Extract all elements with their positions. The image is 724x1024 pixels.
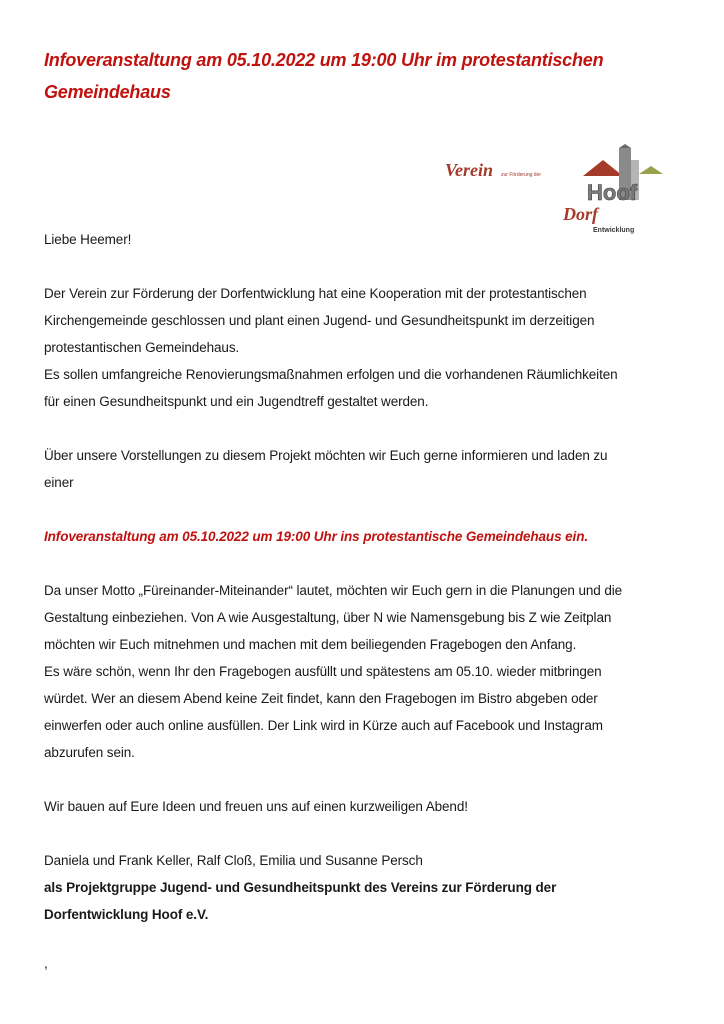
logo-verein-text: Verein [445,160,494,180]
paragraph-1-line-4: Es sollen umfangreiche Renovierungsmaßnahmen erfolgen und die vorhandenen Räumlichkeiten [44,367,618,382]
paragraph-3-line-5: würdet. Wer an diesem Abend keine Zeit findet, kann den Fragebogen im Bistro abgeben oder [44,691,598,706]
paragraph-1-line-5: für einen Gesundheitspunkt und ein Jugendtreff gestaltet werden. [44,394,429,409]
signatories: Daniela und Frank Keller, Ralf Cloß, Emilia und Susanne Persch [44,853,423,868]
paragraph-3-line-1: Da unser Motto „Füreinander-Miteinander“ lautet, möchten wir Euch gern in die Planungen und die [44,583,623,598]
logo-subtitle-text: zur Förderung der [501,172,542,178]
trailing-mark: , [44,956,48,971]
paragraph-3-line-4: Es wäre schön, wenn Ihr den Fragebogen ausfüllt und spätestens am 05.10. wieder mitbringen [44,664,602,679]
paragraph-2-line-2: einer [44,475,74,490]
greeting: Liebe Heemer! [44,232,132,247]
logo-hoof-text: Hoof [587,180,638,205]
logo-dorf-text: Dorf [563,204,598,224]
project-group-line-1: als Projektgruppe Jugend- und Gesundheitspunkt des Vereins zur Förderung der [44,880,557,895]
paragraph-3-line-3: möchten wir Euch mitnehmen und machen mit dem beiliegenden Fragebogen den Anfang. [44,637,577,652]
logo-tower-top [619,144,631,148]
verein-logo [443,144,669,236]
logo-roof-right [639,166,663,174]
paragraph-1-line-3: protestantischen Gemeindehaus. [44,340,240,355]
logo-entwicklung-text: Entwicklung [593,227,635,234]
project-group-line-2: Dorfentwicklung Hoof e.V. [44,907,209,922]
page-title: Infoveranstaltung am 05.10.2022 um 19:00 Uhr im protestantischen Gemeindehaus [44,50,604,102]
paragraph-3-line-7: abzurufen sein. [44,745,135,760]
paragraph-1-line-2: Kirchengemeinde geschlossen und plant einen Jugend- und Gesundheitspunkt im derzeitigen [44,313,595,328]
closing-line: Wir bauen auf Eure Ideen und freuen uns auf einen kurzweiligen Abend! [44,799,468,814]
paragraph-1-line-1: Der Verein zur Förderung der Dorfentwicklung hat eine Kooperation mit der protestantischen [44,286,587,301]
paragraph-2-line-1: Über unsere Vorstellungen zu diesem Projekt möchten wir Euch gerne informieren und laden zu [44,448,608,463]
highlight-announcement: Infoveranstaltung am 05.10.2022 um 19:00 Uhr ins protestantische Gemeindehaus ein. [44,529,588,544]
logo-roof-left [583,160,623,176]
paragraph-3-line-6: einwerfen oder auch online ausfüllen. Der Link wird in Kürze auch auf Facebook und Instagram [44,718,603,733]
letter-body [44,226,694,928]
paragraph-3-line-2: Gestaltung einbeziehen. Von A wie Ausgestaltung, über N wie Namensgebung bis Z wie Zeitplan [44,610,612,625]
